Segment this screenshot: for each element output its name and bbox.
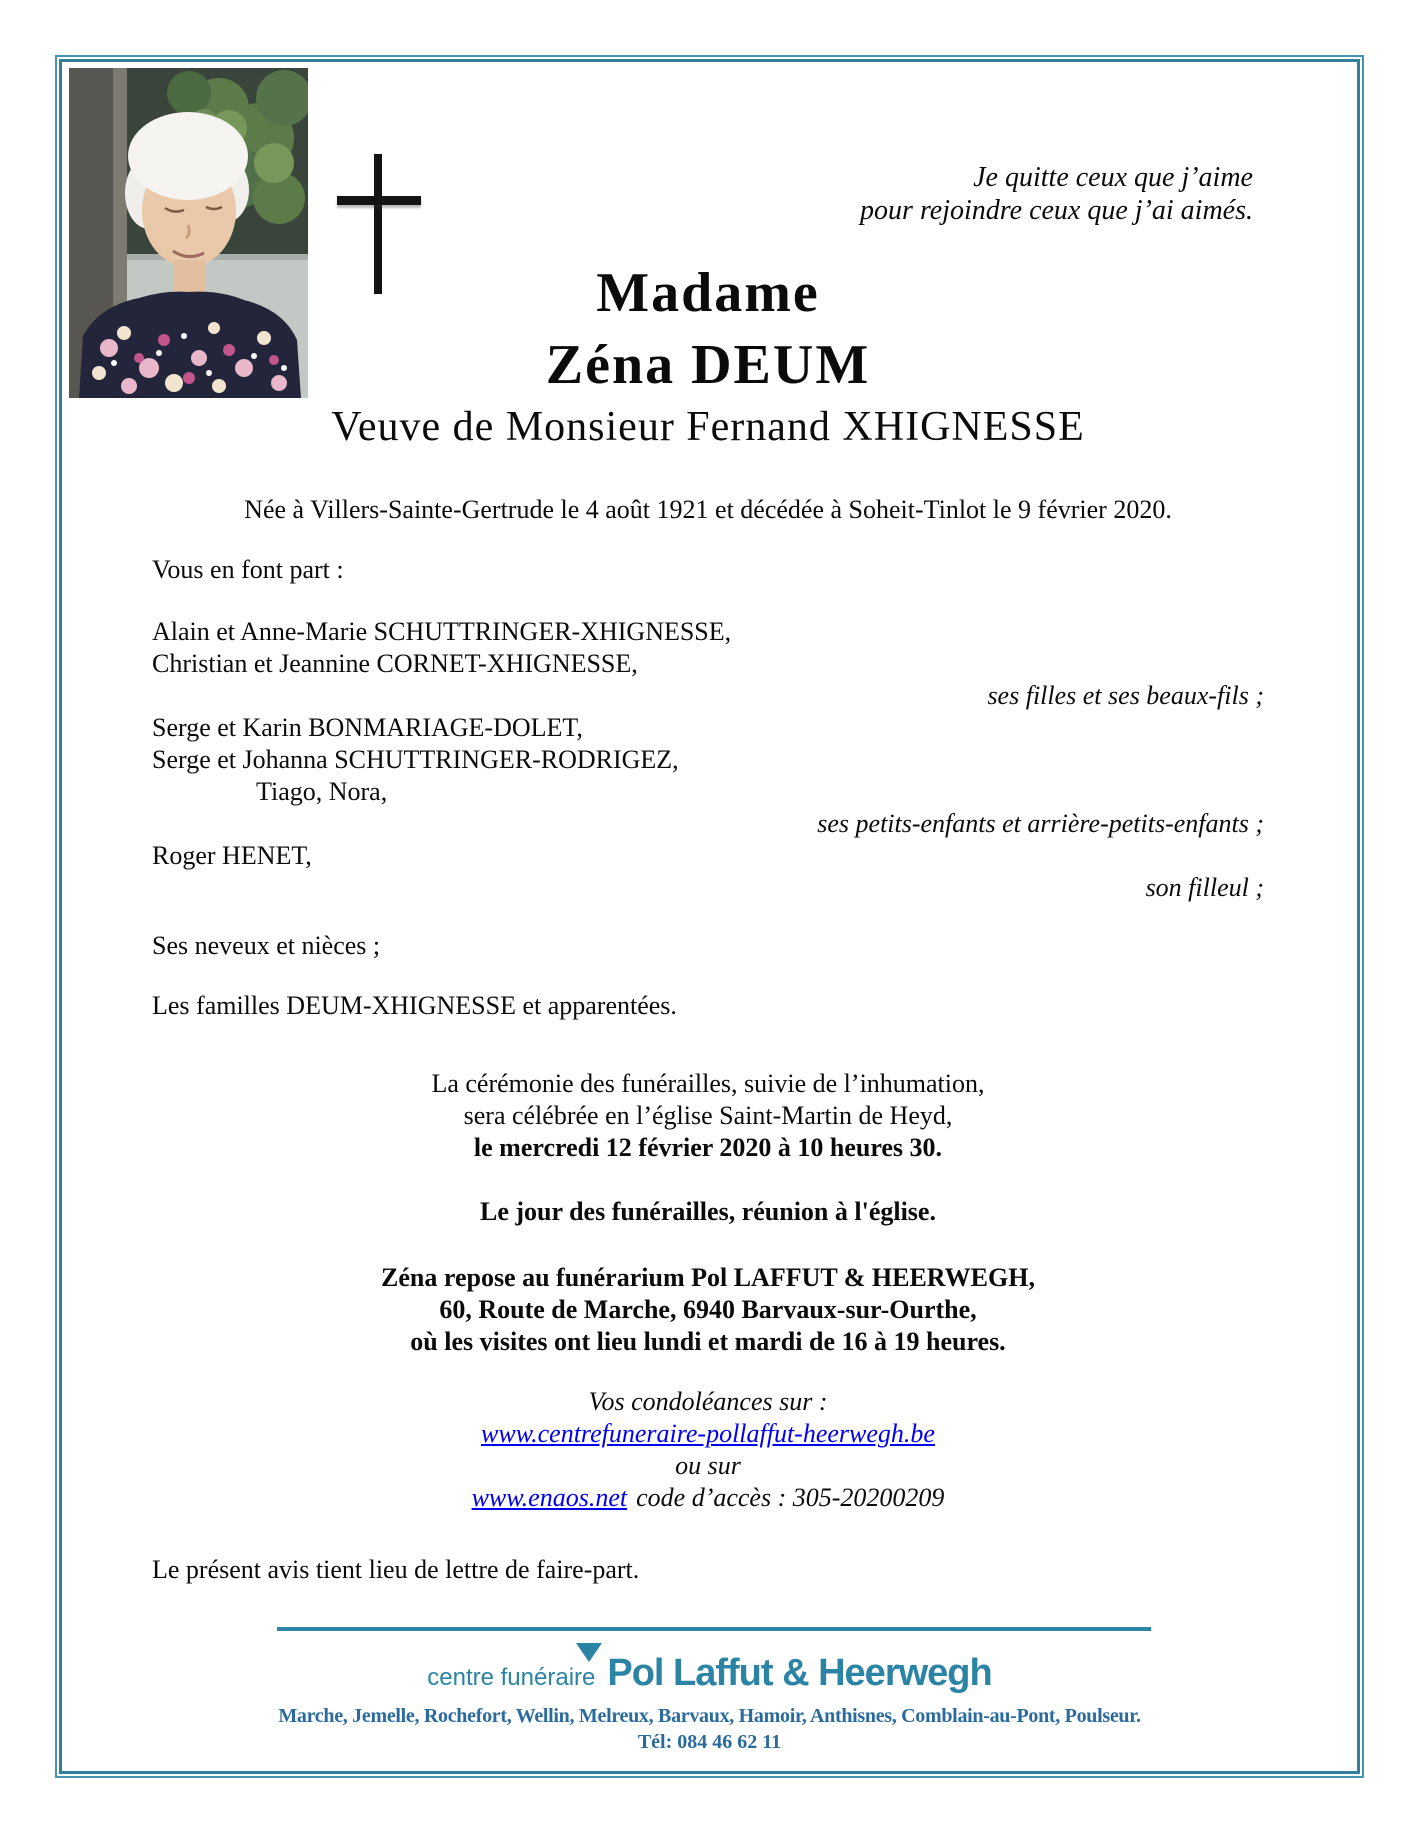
condolences-link-2-line [152,1482,1264,1514]
condolences-link-1-line [152,1418,1264,1450]
condolences-or-line: ou sur [675,1451,741,1480]
brand-prefix: centre funéraire [427,1664,596,1691]
brand-name: Pol Laffut & Heerwegh [607,1652,992,1694]
epitaph-line-1: Je quitte ceux que j’aime [973,162,1253,193]
repose-line-1: Zéna repose au funérarium Pol LAFFUT & HEERWEGH, [381,1263,1035,1292]
family-line-grandchild-1: Serge et Karin BONMARIAGE-DOLET, [152,713,583,742]
widow-subtitle: Veuve de Monsieur Fernand XHIGNESSE [331,404,1085,450]
footer-separator-line [277,1627,1151,1631]
funeral-home-website-link[interactable]: www.centrefuneraire-pollaffut-heerwegh.be [481,1419,935,1448]
birth-death-line: Née à Villers-Sainte-Gertrude le 4 août 1921 et décédée à Soheit-Tinlot le 9 février 2020. [244,495,1172,524]
funeral-home-logo [55,1652,1364,1695]
epitaph-line-2: pour rejoindre ceux que j’ai aimés. [860,195,1253,226]
ceremony-line-1: La cérémonie des funérailles, suivie de l’inhumation, [431,1069,985,1098]
title-salutation: Madame [596,262,820,324]
ceremony-date-line: le mercredi 12 février 2020 à 10 heures 30. [473,1133,943,1162]
nephews-line: Ses neveux et nièces ; [152,931,381,960]
family-line-grandchild-3: Tiago, Nora, [256,777,388,806]
grandchildren-caption: ses petits-enfants et arrière-petits-enfants ; [817,809,1264,838]
repose-line-2: 60, Route de Marche, 6940 Barvaux-sur-Ourthe, [439,1295,977,1324]
footer-locations: Marche, Jemelle, Rochefort, Wellin, Melreux, Barvaux, Hamoir, Anthisnes, Comblain-au-Pont, Poulseur. [278,1705,1141,1727]
family-line-daughter-1: Alain et Anne-Marie SCHUTTRINGER-XHIGNESSE, [152,617,732,646]
footer-phone: Tél: 084 46 62 11 [637,1731,782,1753]
ceremony-line-2: sera célébrée en l’église Saint-Martin de Heyd, [463,1101,953,1130]
deceased-name: Zéna DEUM [545,334,871,396]
access-code-text: code d’accès : 305-20200209 [636,1483,945,1512]
family-line-daughter-2: Christian et Jeannine CORNET-XHIGNESSE, [152,649,638,678]
announcement-body [152,258,1264,1586]
epitaph [860,161,1253,227]
condolences-intro: Vos condoléances sur : [588,1387,828,1416]
intro-line: Vous en font part : [152,555,344,584]
daughters-caption: ses filles et ses beaux-fils ; [987,681,1264,710]
enaos-website-link[interactable]: www.enaos.net [471,1483,628,1512]
notice-line: Le présent avis tient lieu de lettre de faire-part. [152,1555,640,1584]
families-line: Les familles DEUM-XHIGNESSE et apparentées. [152,991,677,1020]
family-line-godson: Roger HENET, [152,841,312,870]
family-line-grandchild-2: Serge et Johanna SCHUTTRINGER-RODRIGEZ, [152,745,679,774]
meeting-line: Le jour des funérailles, réunion à l'église. [480,1197,936,1226]
cross-horizontal-bar [337,196,421,205]
repose-line-3: où les visites ont lieu lundi et mardi de 16 à 19 heures. [410,1327,1006,1356]
godson-caption: son filleul ; [1145,873,1264,902]
